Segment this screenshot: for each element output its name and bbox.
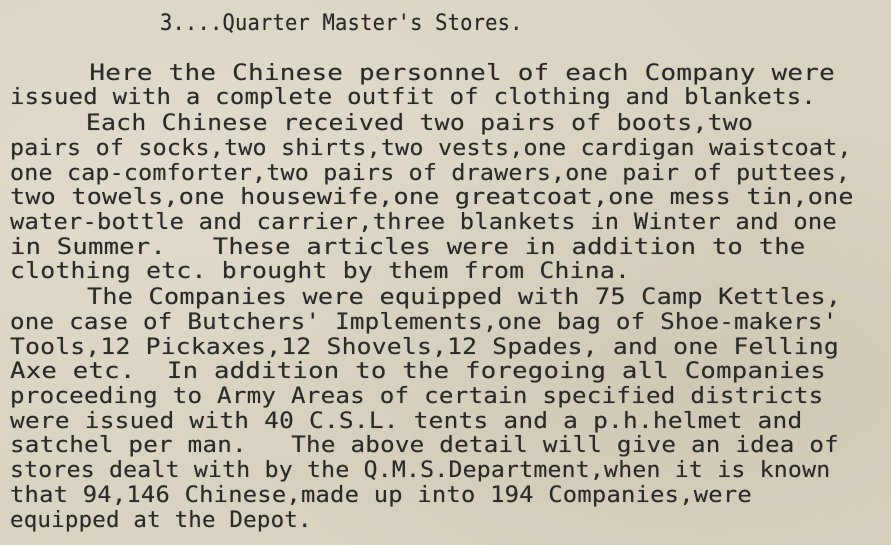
text-line: Tools,12 Pickaxes,12 Shovels,12 Spades, and one Felling <box>10 335 839 360</box>
text-line: were issued with 40 C.S.L. tents and a p.h.helmet and <box>10 409 803 434</box>
text-line: stores dealt with by the Q.M.S.Department,when it is known <box>10 458 831 483</box>
text-line: satchel per man. The above detail will give an idea of <box>10 433 839 458</box>
text-line: water-bottle and carrier,three blankets in Winter and one <box>10 210 837 235</box>
text-line: in Summer. These articles were in addition to the <box>10 235 806 260</box>
text-line: clothing etc. brought by them from China. <box>10 259 631 284</box>
text-line: two towels,one housewife,one greatcoat,one mess tin,one <box>10 185 854 210</box>
text-line: one cap-comforter,two pairs of drawers,one pair of puttees, <box>10 161 851 186</box>
text-line: equipped at the Depot. <box>10 508 312 533</box>
text-line: that 94,146 Chinese,made up into 194 Companies,were <box>10 483 752 508</box>
text-line: Axe etc. In addition to the foregoing all Companies <box>10 359 826 384</box>
text-line: proceeding to Army Areas of certain specified districts <box>10 384 824 409</box>
text-line: issued with a complete outfit of clothing and blankets. <box>10 85 817 110</box>
text-line: Each Chinese received two pairs of boots,two <box>10 111 754 136</box>
text-line: one case of Butchers' Implements,one bag of Shoe-makers' <box>10 310 838 335</box>
section-heading: 3....Quarter Master's Stores. <box>160 11 523 36</box>
text-line: Here the Chinese personnel of each Company were <box>10 61 836 86</box>
text-line: The Companies were equipped with 75 Camp Kettles, <box>10 285 842 310</box>
text-line: pairs of socks,two shirts,two vests,one cardigan waistcoat, <box>10 136 852 161</box>
